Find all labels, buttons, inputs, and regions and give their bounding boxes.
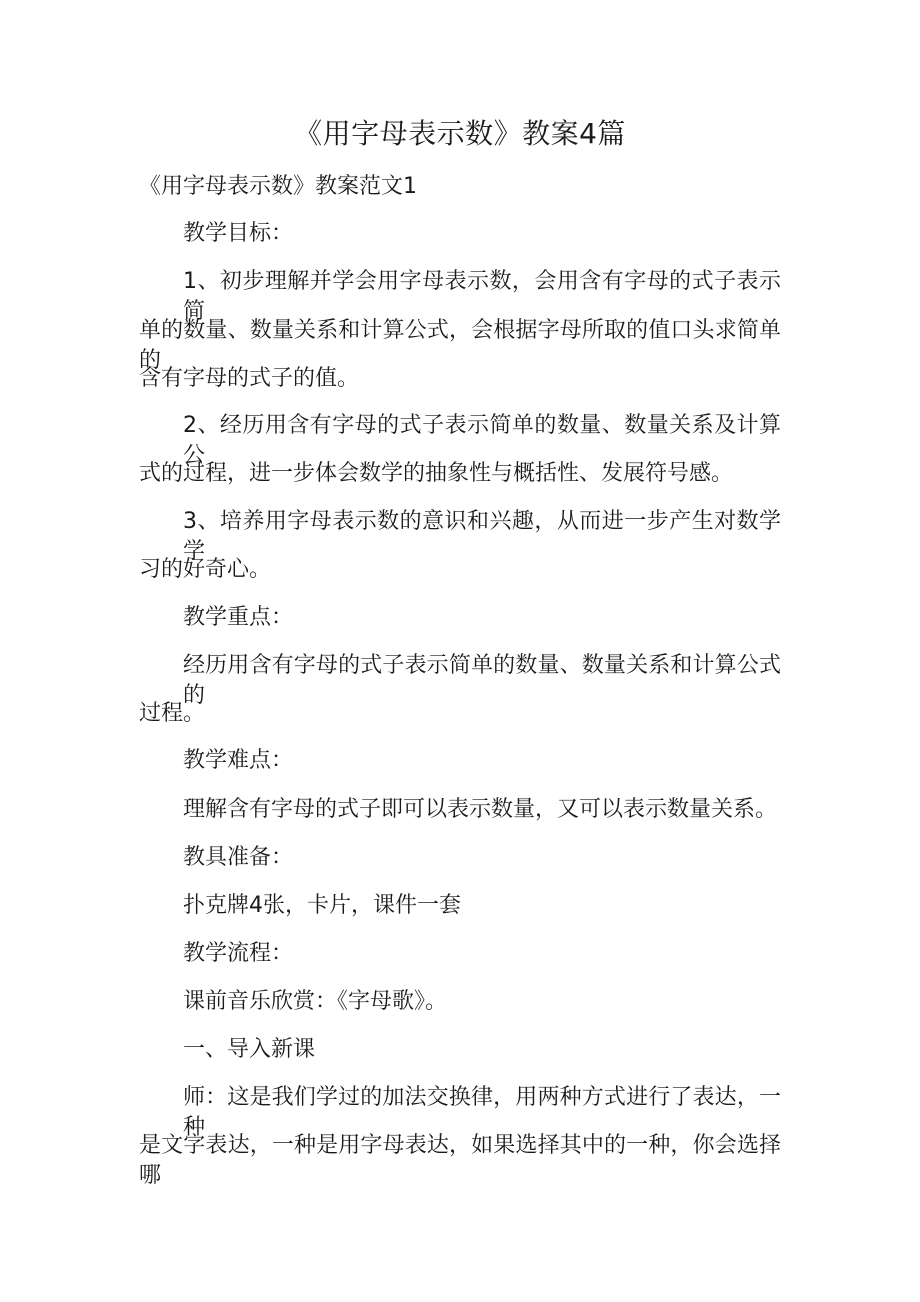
paragraph-line: 是文字表达，一种是用字母表达，如果选择其中的一种，你会选择哪	[139, 1133, 781, 1188]
paragraph-line: 课前音乐欣赏：《字母歌》。	[183, 989, 448, 1014]
paragraph-line: 3、培养用字母表示数的意识和兴趣，从而进一步产生对数学学	[183, 509, 781, 564]
paragraph-line: 理解含有字母的式子即可以表示数量，又可以表示数量关系。	[183, 797, 778, 822]
paragraph-line: 习的好奇心。	[139, 557, 272, 582]
document-title: 《用字母表示数》教案4篇	[294, 117, 626, 150]
heading-teaching-aids: 教具准备：	[183, 845, 294, 870]
heading-key-points: 教学重点：	[183, 605, 294, 630]
heading-teaching-goals: 教学目标：	[183, 221, 294, 246]
section-subtitle: 《用字母表示数》教案范文1	[139, 174, 417, 199]
paragraph-line: 式的过程，进一步体会数学的抽象性与概括性、发展符号感。	[139, 461, 734, 486]
heading-teaching-flow: 教学流程：	[183, 941, 294, 966]
paragraph-line: 过程。	[139, 701, 206, 726]
paragraph-line: 含有字母的式子的值。	[139, 366, 360, 391]
heading-introduction: 一、导入新课	[183, 1037, 316, 1062]
paragraph-line: 经历用含有字母的式子表示简单的数量、数量关系和计算公式的	[183, 653, 781, 708]
paragraph-line: 扑克牌4张，卡片，课件一套	[183, 893, 461, 918]
paragraph-line: 2、经历用含有字母的式子表示简单的数量、数量关系及计算公	[183, 413, 781, 468]
paragraph-line: 师：这是我们学过的加法交换律，用两种方式进行了表达，一种	[183, 1085, 781, 1140]
heading-difficult-points: 教学难点：	[183, 748, 294, 773]
paragraph-line: 单的数量、数量关系和计算公式，会根据字母所取的值口头求简单的	[139, 318, 781, 373]
paragraph-line: 1、初步理解并学会用字母表示数，会用含有字母的式子表示简	[183, 269, 781, 324]
